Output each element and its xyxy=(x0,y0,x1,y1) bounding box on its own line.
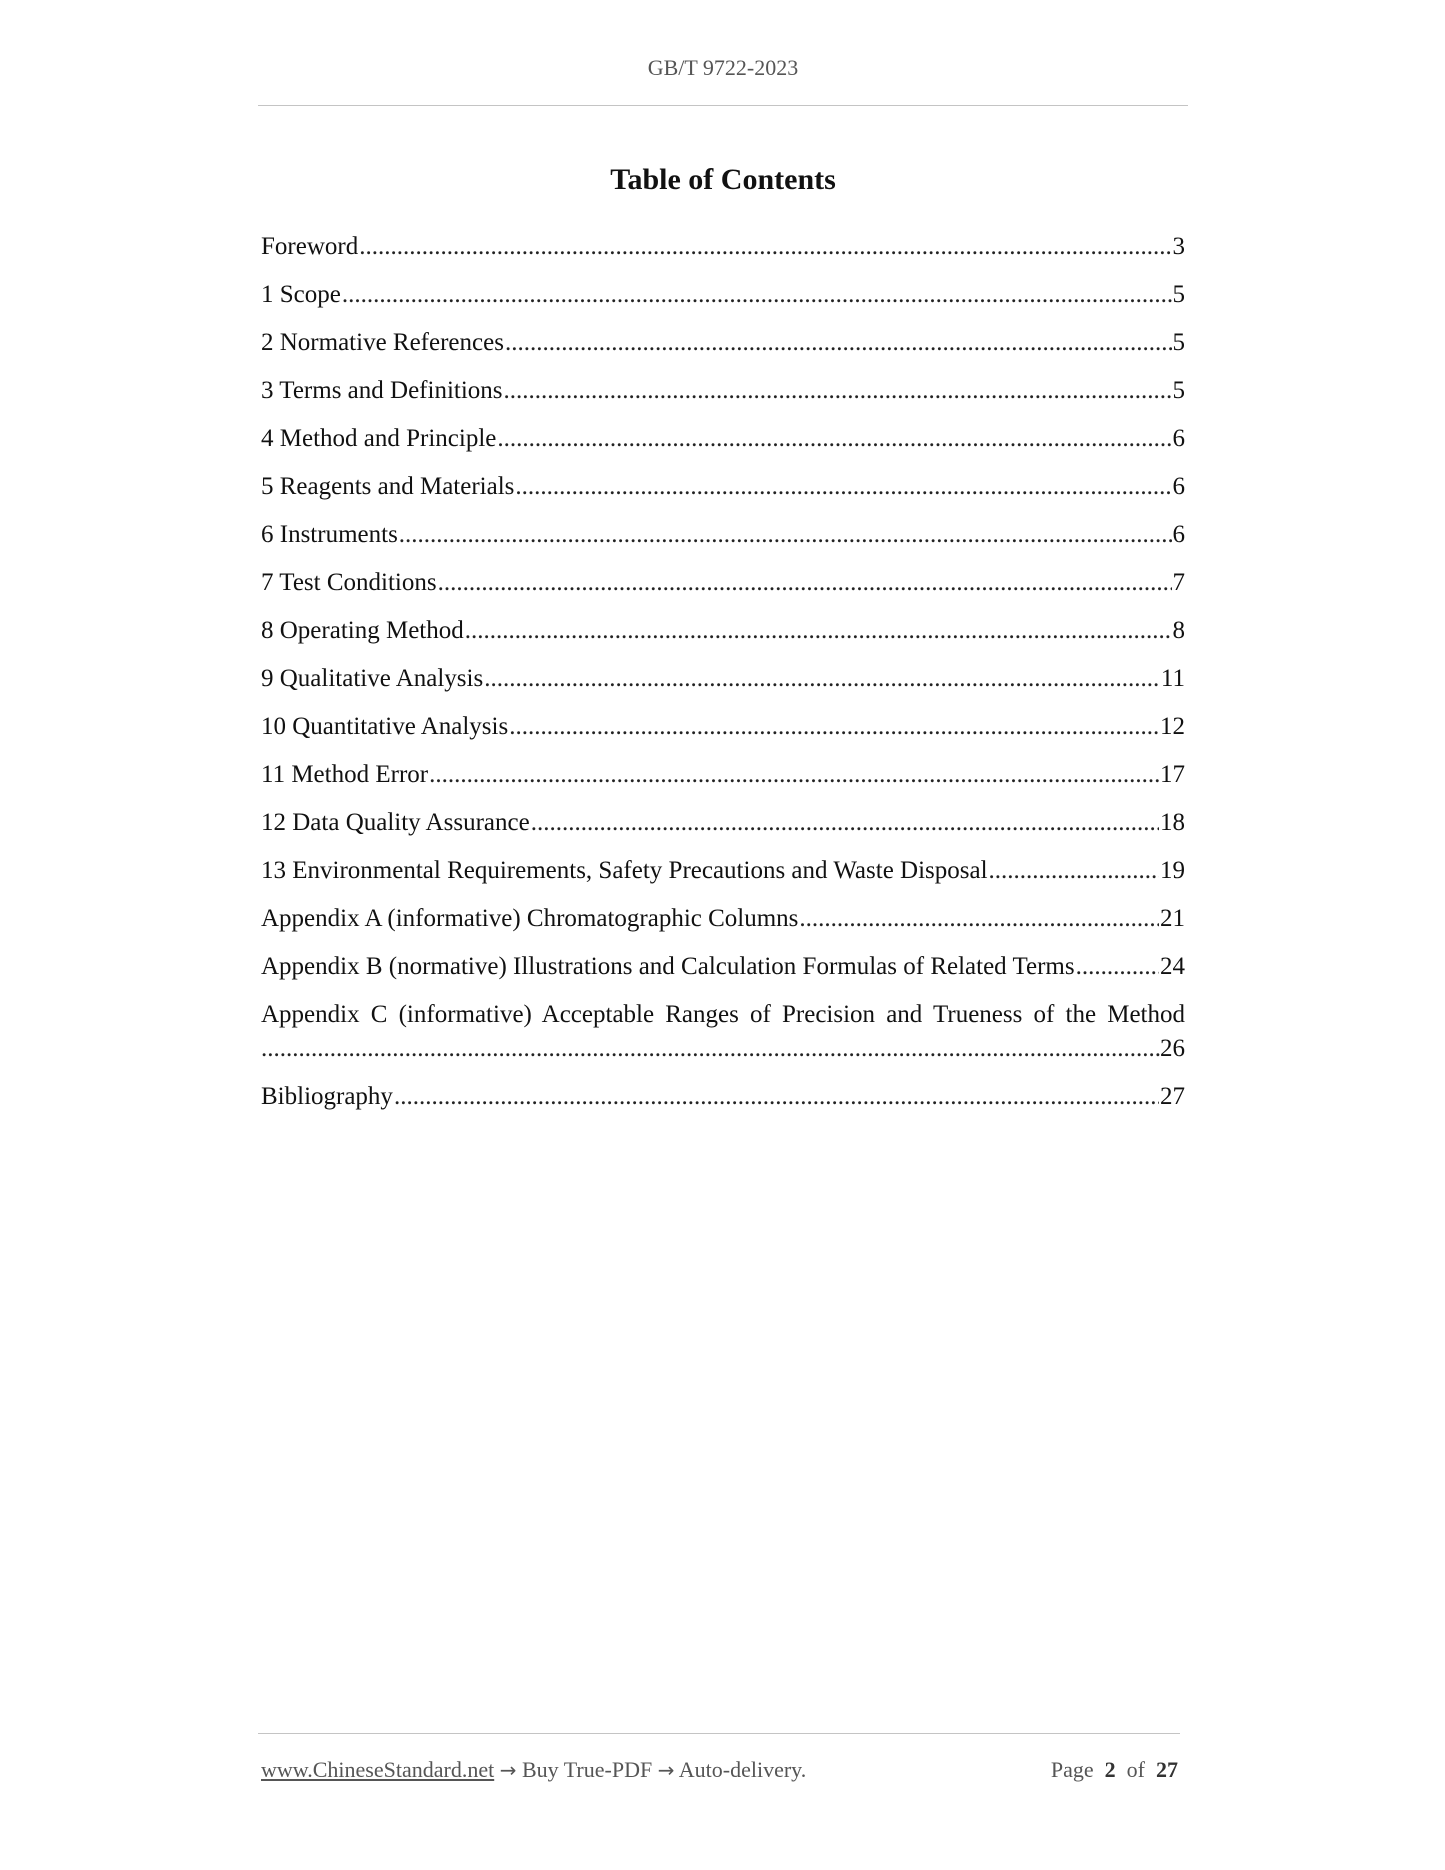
footer-divider xyxy=(258,1733,1180,1734)
dot-leader xyxy=(484,662,1160,696)
toc-entry-page: 7 xyxy=(1172,569,1185,596)
dot-leader xyxy=(359,230,1171,264)
toc-entry-label: 10 Quantitative Analysis xyxy=(261,713,509,740)
toc-entry-label: 8 Operating Method xyxy=(261,617,464,644)
dot-leader xyxy=(438,566,1172,600)
toc-entry-leader-line xyxy=(261,1032,1185,1066)
toc-title: Table of Contents xyxy=(610,163,836,196)
toc-entry-label: Foreword xyxy=(261,233,359,260)
auto-delivery-text: Auto-delivery. xyxy=(678,1757,807,1782)
dot-leader xyxy=(497,422,1171,456)
dot-leader xyxy=(531,806,1159,840)
toc-entry-label: 1 Scope xyxy=(261,281,341,308)
toc-entry-page: 3 xyxy=(1172,233,1185,260)
dot-leader xyxy=(515,470,1171,504)
toc-entry-label: 12 Data Quality Assurance xyxy=(261,809,530,836)
dot-leader xyxy=(465,614,1172,648)
toc-entry-bibliography[interactable] xyxy=(261,1080,1185,1128)
total-pages: 27 xyxy=(1156,1757,1178,1782)
toc-entry-label: 4 Method and Principle xyxy=(261,425,497,452)
toc-entry-page: 6 xyxy=(1172,473,1185,500)
toc-entry-page: 19 xyxy=(1160,857,1185,884)
toc-entry-terms-and-definitions[interactable] xyxy=(261,374,1185,422)
toc-entry-page: 12 xyxy=(1160,713,1185,740)
toc-entry-label: 5 Reagents and Materials xyxy=(261,473,515,500)
page-number xyxy=(1051,1757,1178,1783)
dot-leader xyxy=(429,758,1159,792)
toc-entry-page: 11 xyxy=(1160,665,1185,692)
toc-entry-reagents-and-materials[interactable] xyxy=(261,470,1185,518)
toc-entry-page: 17 xyxy=(1160,761,1185,788)
toc-entry-label: 9 Qualitative Analysis xyxy=(261,665,484,692)
toc-entry-scope[interactable] xyxy=(261,278,1185,326)
toc-entry-label: 7 Test Conditions xyxy=(261,569,437,596)
right-arrow-icon: → xyxy=(499,1758,517,1782)
toc-entry-page: 6 xyxy=(1172,521,1185,548)
toc-entry-page: 6 xyxy=(1172,425,1185,452)
of-word: of xyxy=(1126,1757,1145,1782)
toc-entry-page: 26 xyxy=(1160,1035,1185,1062)
current-page: 2 xyxy=(1104,1757,1116,1782)
toc-entry-method-error[interactable] xyxy=(261,758,1185,806)
footer-promo xyxy=(261,1757,806,1783)
toc-entry-qualitative-analysis[interactable] xyxy=(261,662,1185,710)
toc-entry-operating-method[interactable] xyxy=(261,614,1185,662)
toc-entry-test-conditions[interactable] xyxy=(261,566,1185,614)
toc-entry-page: 24 xyxy=(1160,953,1185,980)
toc-entry-page: 5 xyxy=(1172,377,1185,404)
running-header: GB/T 9722-2023 xyxy=(647,55,799,80)
toc-entry-page: 5 xyxy=(1172,281,1185,308)
table-of-contents xyxy=(261,230,1185,1128)
toc-entry-label: 13 Environmental Requirements, Safety Precautions and Waste Disposal xyxy=(261,857,988,884)
dot-leader xyxy=(394,1080,1159,1114)
toc-entry-label: Bibliography xyxy=(261,1083,393,1110)
dot-leader xyxy=(399,518,1172,552)
toc-entry-data-quality-assurance[interactable] xyxy=(261,806,1185,854)
dot-leader xyxy=(504,374,1172,408)
toc-entry-normative-references[interactable] xyxy=(261,326,1185,374)
toc-entry-appendix-b[interactable] xyxy=(261,950,1185,998)
toc-entry-page: 5 xyxy=(1172,329,1185,356)
toc-entry-foreword[interactable] xyxy=(261,230,1185,278)
toc-entry-appendix-a[interactable] xyxy=(261,902,1185,950)
dot-leader xyxy=(342,278,1172,312)
page-word: Page xyxy=(1050,1757,1094,1782)
toc-entry-label: 2 Normative References xyxy=(261,329,504,356)
dot-leader xyxy=(505,326,1172,360)
dot-leader xyxy=(261,1032,1160,1066)
toc-entry-label: 11 Method Error xyxy=(261,761,429,788)
toc-entry-page: 21 xyxy=(1160,905,1185,932)
toc-entry-page: 27 xyxy=(1160,1083,1185,1110)
toc-entry-label: Appendix C (informative) Acceptable Ranges of Precision and Trueness of the Method xyxy=(261,1001,1185,1028)
header-divider xyxy=(258,105,1188,106)
buy-true-pdf-text: Buy True-PDF xyxy=(521,1757,653,1782)
toc-entry-environmental-requirements[interactable] xyxy=(261,854,1185,902)
toc-entry-label: Appendix A (informative) Chromatographic Columns xyxy=(261,905,799,932)
right-arrow-icon: → xyxy=(657,1758,675,1782)
toc-entry-quantitative-analysis[interactable] xyxy=(261,710,1185,758)
toc-entry-page: 18 xyxy=(1160,809,1185,836)
dot-leader xyxy=(799,902,1159,936)
toc-entry-instruments[interactable] xyxy=(261,518,1185,566)
site-link[interactable]: www.ChineseStandard.net xyxy=(261,1757,495,1782)
toc-entry-label: Appendix B (normative) Illustrations and Calculation Formulas of Related Terms xyxy=(261,953,1075,980)
toc-entry-method-and-principle[interactable] xyxy=(261,422,1185,470)
toc-entry-label: 6 Instruments xyxy=(261,521,398,548)
dot-leader xyxy=(1076,950,1159,984)
toc-entry-label: 3 Terms and Definitions xyxy=(261,377,503,404)
dot-leader xyxy=(509,710,1159,744)
toc-entry-appendix-c[interactable] xyxy=(261,998,1185,1080)
toc-entry-page: 8 xyxy=(1172,617,1185,644)
dot-leader xyxy=(989,854,1159,888)
